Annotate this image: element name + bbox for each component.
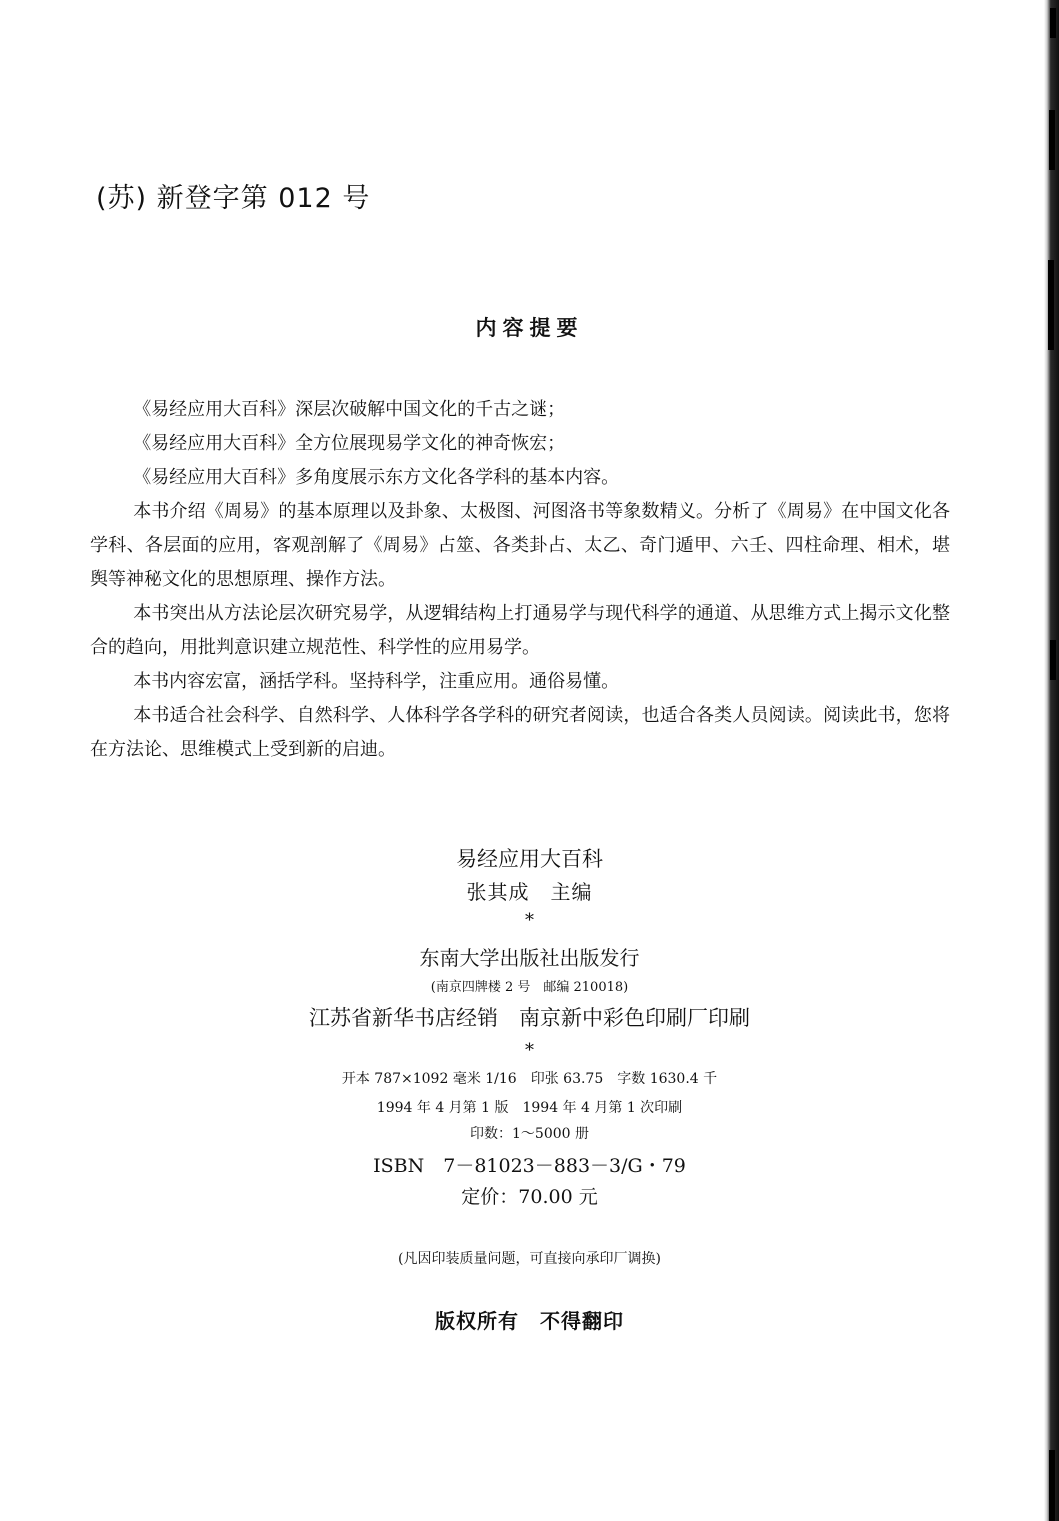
isbn-line: ISBN 7－81023－883－3/G・79 <box>373 1155 686 1177</box>
registration-number: (苏) 新登字第 012 号 <box>96 183 371 214</box>
separator-star: * <box>525 910 534 931</box>
quality-note: (凡因印装质量问题，可直接向承印厂调换) <box>398 1251 661 1267</box>
editor-line: 张其成 主编 <box>466 880 593 904</box>
summary-paragraph: 本书介绍《周易》的基本原理以及卦象、太极图、河图洛书等象数精义。分析了《周易》在中国文化各学科、各层面的应用，客观剖解了《周易》占筮、各类卦占、太乙、奇门遁甲、六壬、四柱命理、相术，堪舆等神秘文化的思想原理、操作方法。 <box>90 501 950 590</box>
summary-paragraph: 本书突出从方法论层次研究易学，从逻辑结构上打通易学与现代科学的通道、从思维方式上揭示文化整合的趋向，用批判意识建立规范性、科学性的应用易学。 <box>90 603 950 658</box>
summary-paragraph: 《易经应用大百科》深层次破解中国文化的千古之谜； <box>133 399 566 420</box>
format-line: 开本 787×1092 毫米 1/16 印张 63.75 字数 1630.4 千 <box>341 1071 718 1087</box>
summary-title: 内容提要 <box>475 316 584 340</box>
book-title: 易经应用大百科 <box>456 847 603 871</box>
summary-paragraph: 本书内容宏富，涵括学科。坚持科学，注重应用。通俗易懂。 <box>133 671 620 692</box>
summary-paragraph: 《易经应用大百科》全方位展现易学文化的神奇恢宏； <box>133 433 566 454</box>
summary-paragraph: 本书适合社会科学、自然科学、人体科学各学科的研究者阅读，也适合各类人员阅读。阅读此书，您将在方法论、思维模式上受到新的启迪。 <box>90 705 950 760</box>
edition-line: 1994 年 4 月第 1 版 1994 年 4 月第 1 次印刷 <box>376 1100 683 1116</box>
separator-star: * <box>525 1040 534 1061</box>
publisher-address: (南京四牌楼 2 号 邮编 210018) <box>430 980 629 995</box>
copyright-notice: 版权所有 不得翻印 <box>435 1309 624 1333</box>
publisher-line: 东南大学出版社出版发行 <box>419 946 640 970</box>
summary-paragraph: 《易经应用大百科》多角度展示东方文化各学科的基本内容。 <box>133 467 620 488</box>
distribution-line: 江苏省新华书店经销 南京新中彩色印刷厂印刷 <box>309 1006 750 1030</box>
print-run-line: 印数：1～5000 册 <box>470 1126 589 1142</box>
summary-body <box>90 393 950 767</box>
scan-edge-shadow <box>1044 0 1059 1521</box>
price-line: 定价：70.00 元 <box>461 1186 598 1208</box>
